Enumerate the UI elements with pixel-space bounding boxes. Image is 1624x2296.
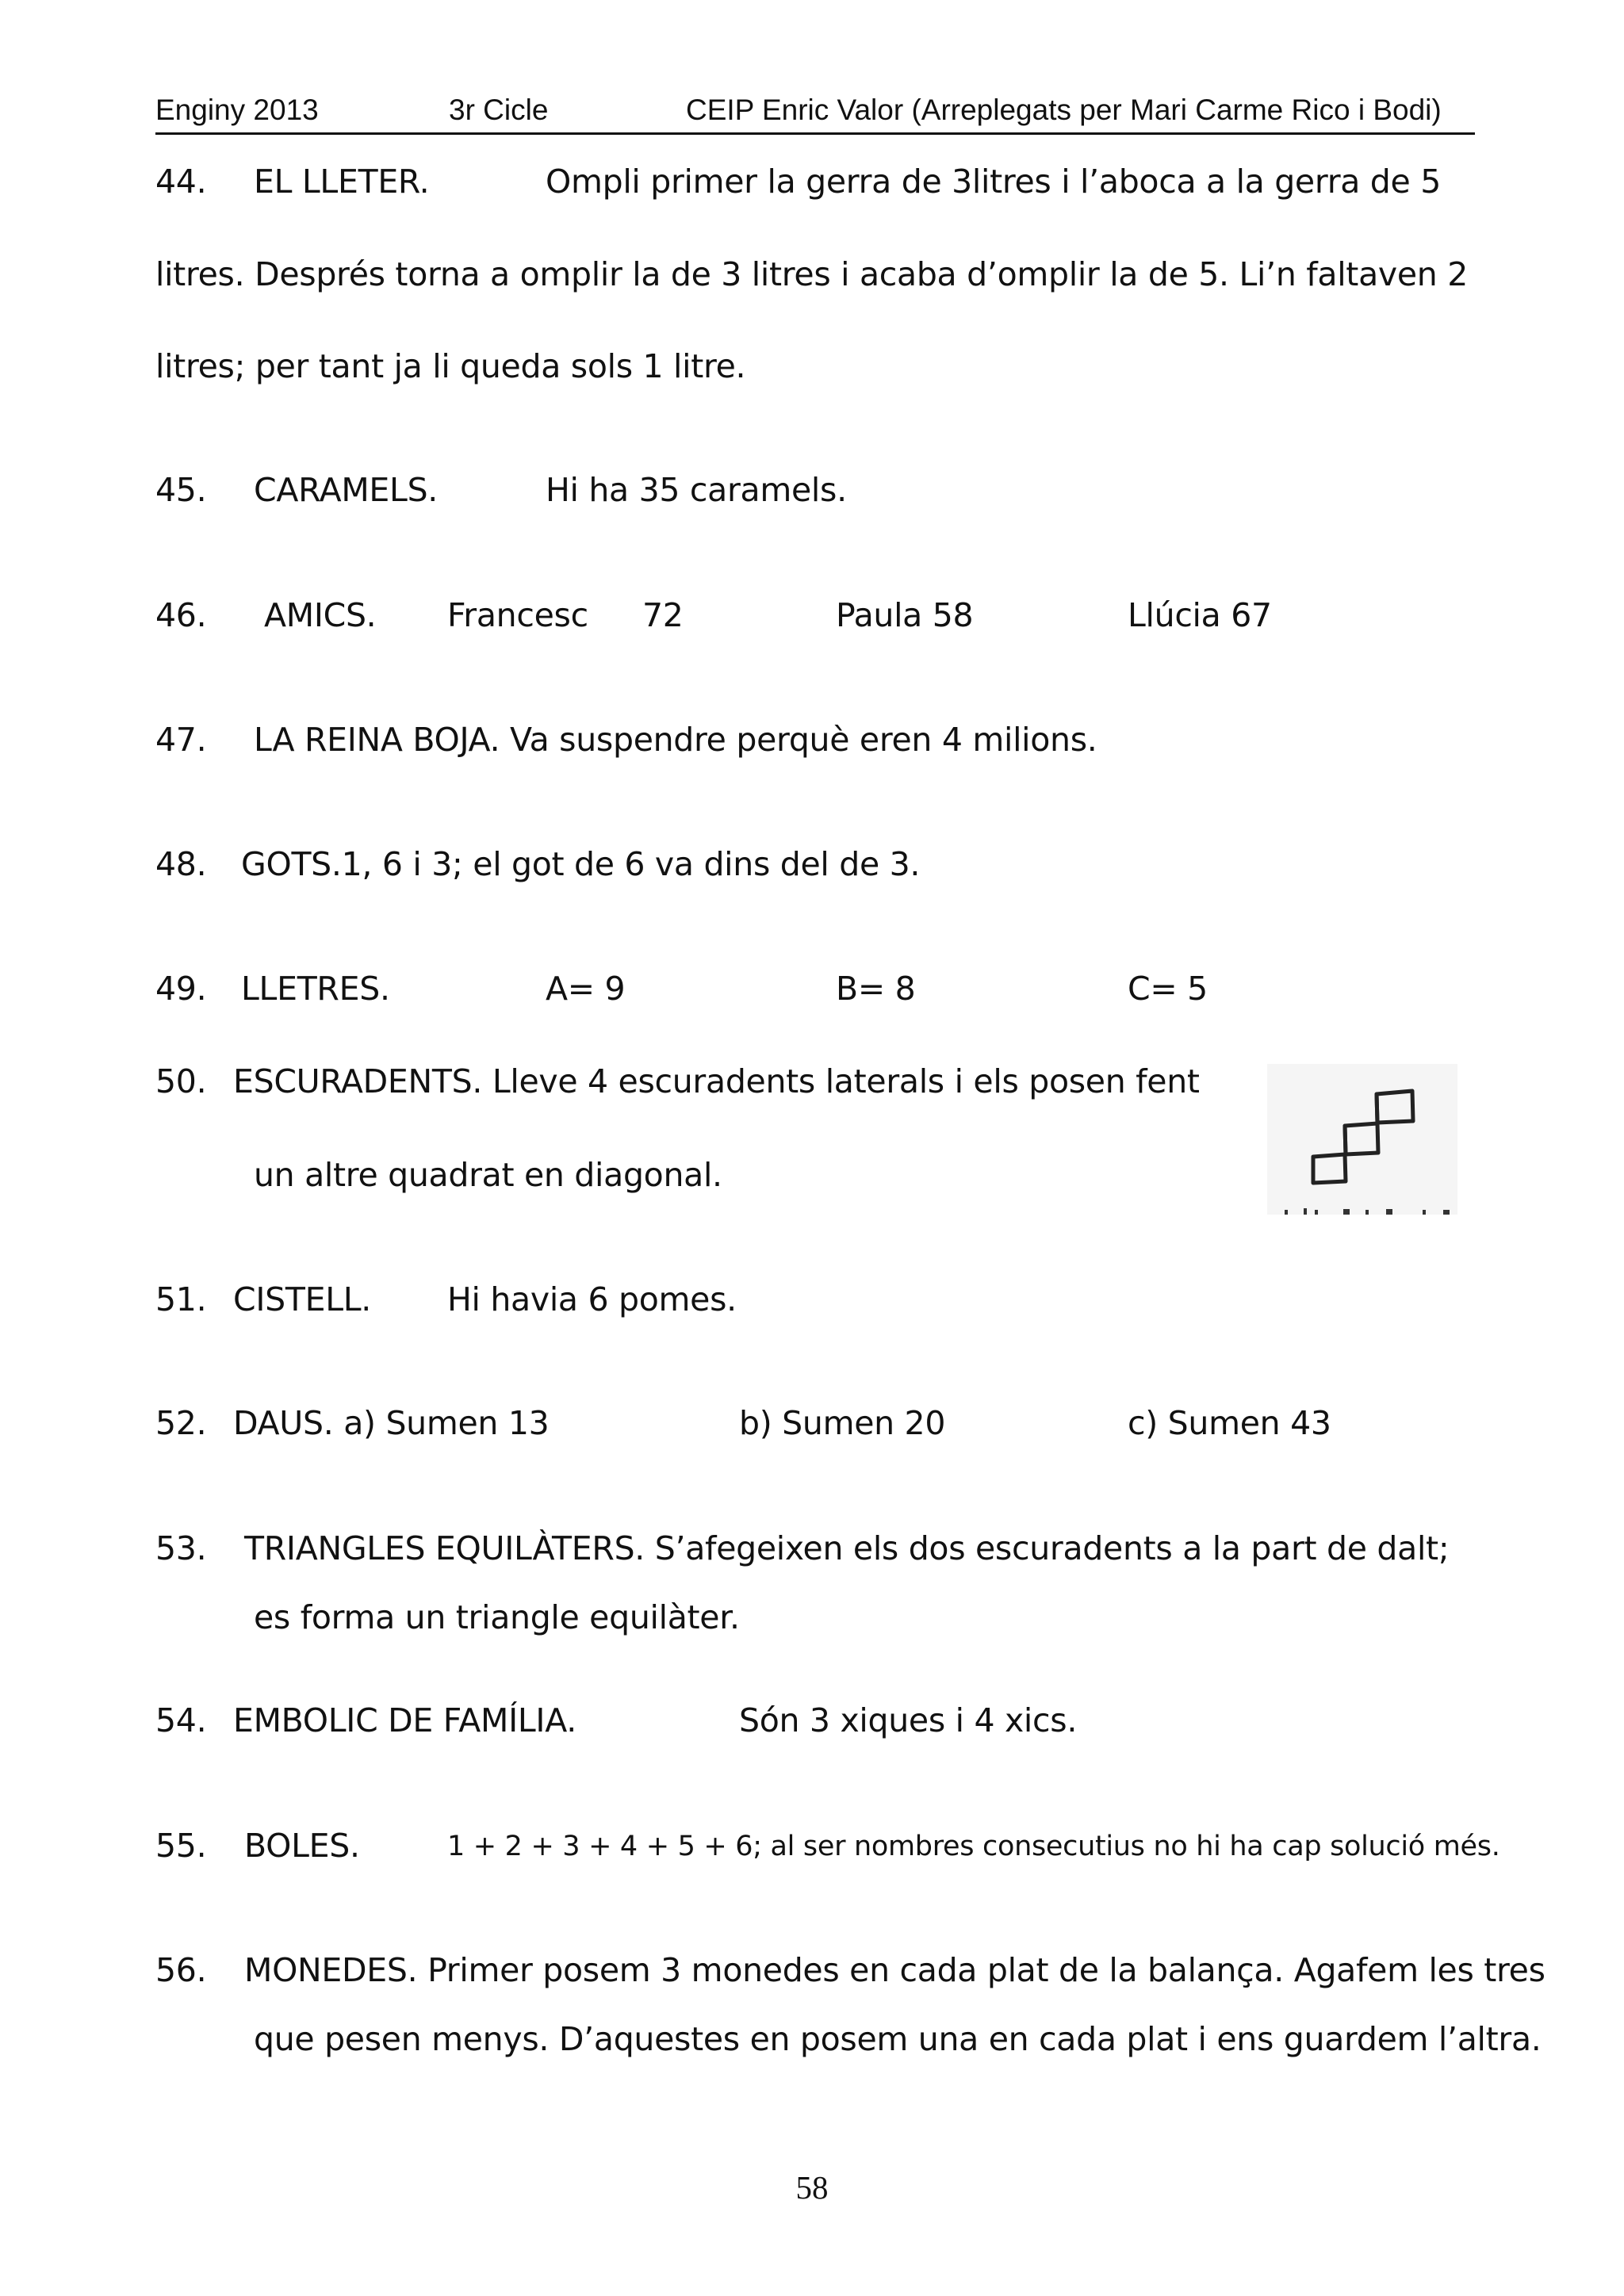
item-54-text: Són 3 xiques i 4 xics.	[739, 1701, 1078, 1739]
item-56-line-2: que pesen menys. D’aquestes en posem una en cada plat i ens guardem l’altra.	[254, 2020, 1542, 2058]
item-45-number: 45.	[155, 471, 207, 509]
item-53-number: 53.	[155, 1529, 207, 1567]
item-46-name-1: Francesc	[447, 596, 588, 634]
item-48-text: GOTS.1, 6 i 3; el got de 6 va dins del de 3.	[241, 845, 921, 883]
item-48-number: 48.	[155, 845, 207, 883]
item-50-line-2: un altre quadrat en diagonal.	[254, 1156, 722, 1194]
item-51-text: Hi havia 6 pomes.	[447, 1280, 737, 1318]
item-55-title: BOLES.	[244, 1827, 360, 1865]
item-49-b: B= 8	[836, 970, 916, 1008]
toothpick-squares-figure	[1267, 1064, 1457, 1215]
item-56-number: 56.	[155, 1951, 207, 1989]
item-46-name-3: Llúcia 67	[1128, 596, 1272, 634]
item-49-number: 49.	[155, 970, 207, 1008]
item-49-c: C= 5	[1128, 970, 1208, 1008]
header-rule	[155, 132, 1475, 135]
item-55-text: 1 + 2 + 3 + 4 + 5 + 6; al ser nombres consecutius no hi ha cap solució més.	[447, 1831, 1500, 1862]
item-55-number: 55.	[155, 1827, 207, 1865]
item-46-number: 46.	[155, 596, 207, 634]
item-54-number: 54.	[155, 1701, 207, 1739]
item-44-title: EL LLETER.	[254, 163, 430, 201]
item-45-title: CARAMELS.	[254, 471, 439, 509]
item-44-line-3: litres; per tant ja li queda sols 1 litre.	[155, 347, 746, 385]
item-51-title: CISTELL.	[233, 1280, 372, 1318]
item-50-line-1: ESCURADENTS. Lleve 4 escuradents laterals i els posen fent	[233, 1062, 1200, 1100]
item-46-name-2: Paula 58	[836, 596, 974, 634]
item-52-a: DAUS. a) Sumen 13	[233, 1404, 550, 1442]
item-49-a: A= 9	[546, 970, 626, 1008]
item-46-title: AMICS.	[264, 596, 377, 634]
item-45-text: Hi ha 35 caramels.	[546, 471, 847, 509]
item-53-line-2: es forma un triangle equilàter.	[254, 1598, 740, 1636]
header-right: CEIP Enric Valor (Arreplegats per Mari Carme Rico i Bodi)	[686, 94, 1442, 126]
item-46-value-1: 72	[642, 596, 684, 634]
item-49-title: LLETRES.	[241, 970, 390, 1008]
item-44-number: 44.	[155, 163, 207, 201]
item-56-line-1: MONEDES. Primer posem 3 monedes en cada plat de la balança. Agafem les tres	[244, 1951, 1545, 1989]
item-47-number: 47.	[155, 721, 207, 759]
item-44-line-2: litres. Després torna a omplir la de 3 litres i acaba d’omplir la de 5. Li’n faltaven 2	[155, 255, 1469, 293]
item-52-number: 52.	[155, 1404, 207, 1442]
item-52-c: c) Sumen 43	[1128, 1404, 1331, 1442]
item-50-number: 50.	[155, 1062, 207, 1100]
item-47-text: LA REINA BOJA. Va suspendre perquè eren 4 milions.	[254, 721, 1097, 759]
page-number: 58	[795, 2169, 829, 2206]
header-middle: 3r Cicle	[449, 94, 549, 126]
item-51-number: 51.	[155, 1280, 207, 1318]
item-54-title: EMBOLIC DE FAMÍLIA.	[233, 1701, 576, 1739]
item-52-b: b) Sumen 20	[739, 1404, 946, 1442]
diagonal-squares-drawing	[1267, 1064, 1457, 1215]
header-left: Enginy 2013	[155, 94, 319, 126]
item-44-line-1: Ompli primer la gerra de 3litres i l’aboca a la gerra de 5	[546, 163, 1441, 201]
item-53-line-1: TRIANGLES EQUILÀTERS. S’afegeixen els dos escuradents a la part de dalt;	[244, 1529, 1450, 1567]
